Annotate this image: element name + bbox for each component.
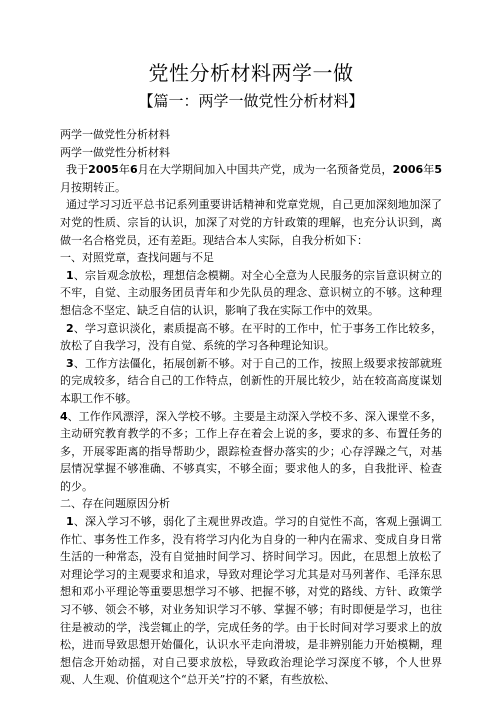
item-text: 、工作方法僵化，拓展创新不够。对于自己的工作，按照上级要求按部就班的完成较多，结合自己的工作特点，创新性的开展比较少，站在较高高度谋划本职工作不够。: [60, 356, 442, 405]
item-number: 2: [66, 321, 74, 335]
join-text-c: 月在大学期间加入中国共产党，成为一名预备党员，: [137, 163, 393, 177]
section-heading-2: 二、存在问题原因分析: [60, 497, 170, 511]
item-text: 、宗旨观念放松，理想信念模糊。对全心全意为人民服务的宗旨意识树立的不牢，自觉、主动服务团员青年和少先队员的理念、意识树立的不够。这种理想信念不坚定、缺乏自信的认识，影响了我在实际工作中的效果。: [60, 268, 442, 317]
join-text-a: 我于: [66, 163, 89, 177]
document-subtitle: 【篇一：两学一做党性分析材料】: [138, 92, 364, 110]
section1-item-4: [60, 408, 442, 496]
section-heading-1: 一、对照党章，查找问题与不足: [60, 251, 214, 265]
item-number: 1: [66, 268, 74, 282]
join-text-d: 年: [423, 163, 435, 177]
join-text-e: 月按期转正。: [60, 180, 126, 194]
intro-paragraph: 通过学习习近平总书记系列重要讲话精神和党章党规，自己更加深刻地加深了对党的性质、宗旨的认识，加深了对党的方针政策的理解，也充分认识到，离做一名合格党员，还有差距。现结合本人实际，自我分析如下：: [60, 198, 442, 247]
heading-line-2: 两学一做党性分析材料: [60, 145, 170, 159]
section1-item-3: [60, 355, 442, 408]
join-month-1: 6: [129, 163, 138, 177]
document-body: [60, 126, 442, 689]
heading-line-1: 两学一做党性分析材料: [60, 128, 170, 141]
join-month-2: 5: [434, 163, 443, 177]
item-text: 、深入学习不够，弱化了主观世界改造。学习的自觉性不高，客观上强调工作忙、事务性工作多，没有将学习内化为自身的一种内在需求、变成自身日常生活的一种常态，没有自觉抽时间学习、挤时间学习。因此，在思想上放松了对理论学习的主观要求和追求，导致对理论学习尤其是对马列著作、毛泽东思想和邓小平理论等重要思想学习不够、把握不够，对党的路线、方针、政策学习不够、领会不够，对业务知识学习不够、掌握不够；有时即便是学习，也往往是被动的学，浅尝辄止的学，完成任务的学。由于长时间对学习要求上的放松，进而导致思想开始僵化，认识水平走向滑坡，是非辨别能力开始模糊，理想信念开始动摇，对自己要求放松，导致政治理论学习深度不够，个人世界观、人生观、价值观这个“总开关”拧的不紧，有些放松、: [60, 515, 442, 687]
section2-item-1: [60, 513, 442, 689]
item-text: 、工作作风漂浮，深入学校不够。主要是主动深入学校不多、深入课堂不多，主动研究教育教学的不多；工作上存在着会上说的多，要求的多、布置任务的多，开展零距离的指导帮助少，跟踪检查督办落实的少；心存浮躁之气，对基层情况掌握不够准确、不够真实，不够全面；要求他人的多，自我批评、检查的少。: [60, 409, 442, 493]
item-text: 、学习意识淡化，素质提高不够。在平时的工作中，忙于事务工作比较多，放松了自我学习，没有自觉、系统的学习各种理论知识。: [60, 321, 442, 353]
join-paragraph: [60, 161, 442, 196]
join-text-b: 年: [118, 163, 130, 177]
join-year-2: 2006: [392, 163, 424, 177]
document-title: 党性分析材料两学一做: [148, 61, 354, 85]
item-number: 3: [66, 356, 74, 370]
item-number: 1: [66, 515, 74, 529]
join-year-1: 2005: [88, 163, 119, 177]
section1-item-1: [60, 267, 442, 320]
section1-item-2: [60, 320, 442, 355]
item-number: 4: [60, 409, 68, 423]
